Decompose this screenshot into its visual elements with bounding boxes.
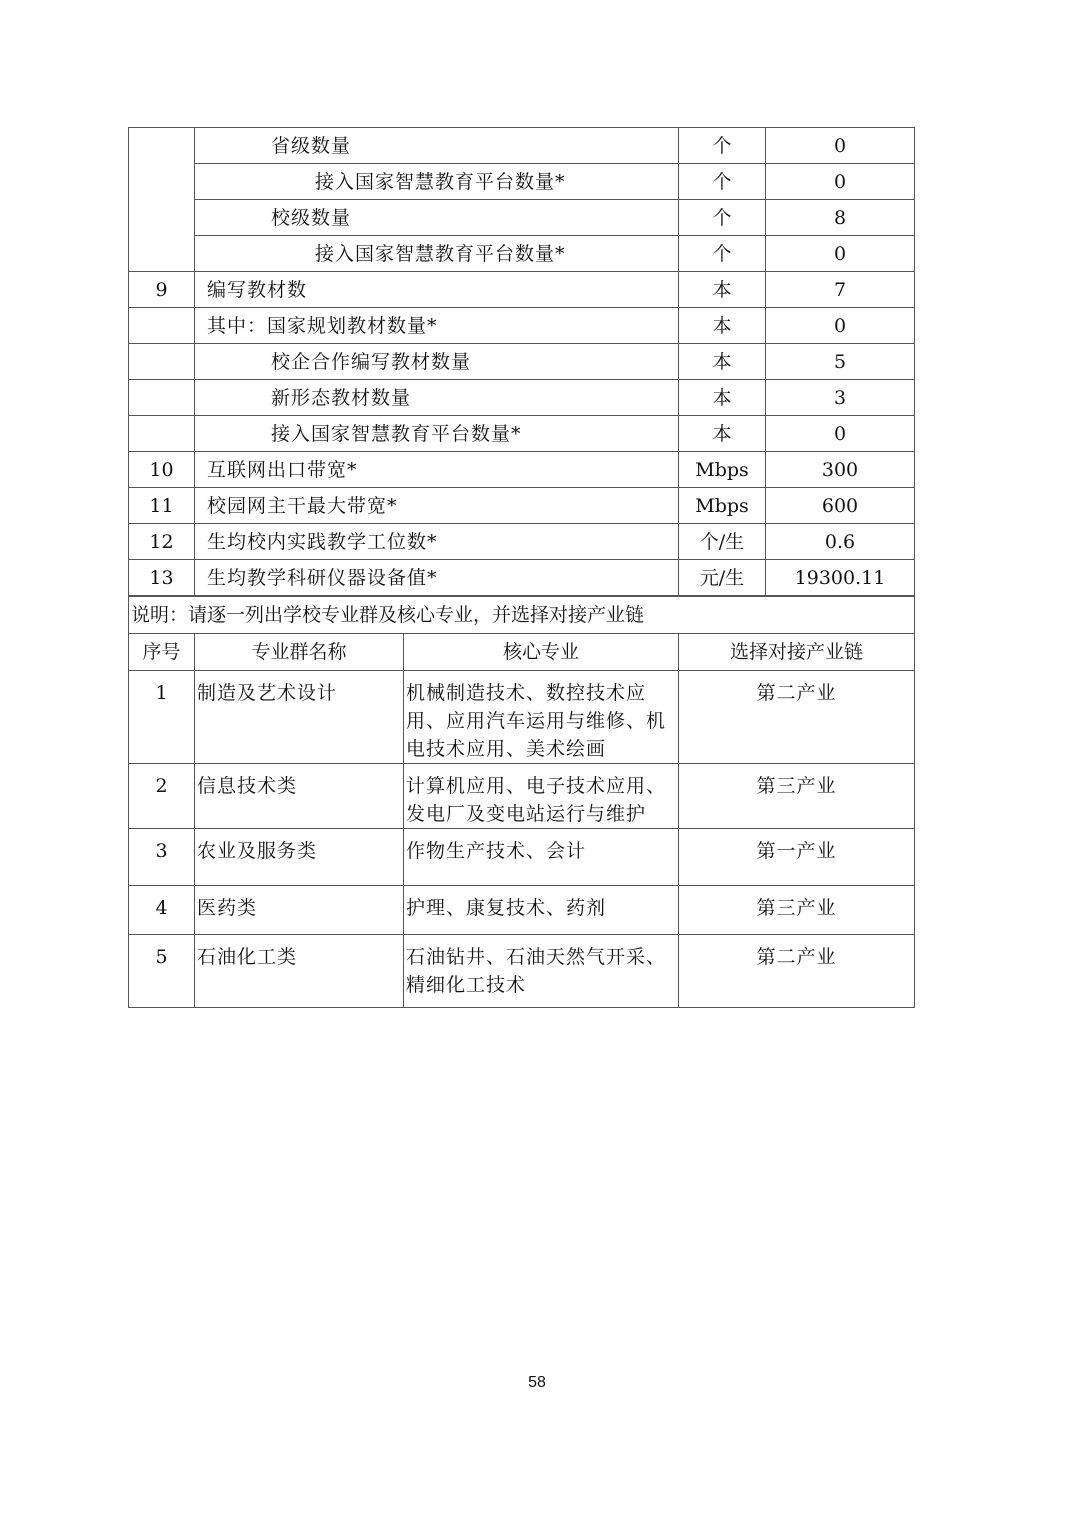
indicator-unit: 本 [679, 272, 766, 308]
table-row [129, 200, 915, 236]
row-number: 12 [129, 524, 195, 560]
row-number [129, 380, 195, 416]
indicator-name: 生均校内实践教学工位数* [195, 524, 679, 560]
table-row [129, 488, 915, 524]
header-no: 序号 [129, 634, 195, 671]
table-row [129, 671, 915, 764]
indicator-value: 19300.11 [766, 560, 915, 596]
indicator-unit: 个/生 [679, 524, 766, 560]
table-row [129, 416, 915, 452]
group-name: 信息技术类 [195, 764, 404, 829]
table-row [129, 829, 915, 886]
table-row [129, 886, 915, 935]
indicator-value: 3 [766, 380, 915, 416]
industry-chain: 第二产业 [679, 935, 915, 1008]
group-number: 5 [129, 935, 195, 1008]
indicator-unit: 个 [679, 164, 766, 200]
table-row [129, 272, 915, 308]
group-number: 3 [129, 829, 195, 886]
indicator-unit: 个 [679, 200, 766, 236]
indicator-value: 0 [766, 164, 915, 200]
table-row [129, 764, 915, 829]
table-row [129, 344, 915, 380]
indicator-value: 5 [766, 344, 915, 380]
indicator-unit: Mbps [679, 452, 766, 488]
row-number: 10 [129, 452, 195, 488]
table-row [129, 164, 915, 200]
row-number [129, 344, 195, 380]
indicator-name: 互联网出口带宽* [195, 452, 679, 488]
indicator-unit: 本 [679, 308, 766, 344]
indicator-value: 0.6 [766, 524, 915, 560]
industry-chain: 第一产业 [679, 829, 915, 886]
indicator-value: 0 [766, 128, 915, 164]
indicator-unit: 本 [679, 380, 766, 416]
specialty-group-table [128, 596, 915, 1008]
indicator-name: 其中：国家规划教材数量* [195, 308, 679, 344]
table-row [129, 524, 915, 560]
table-row [129, 560, 915, 596]
table-row [129, 935, 915, 1008]
table-row [129, 236, 915, 272]
indicator-name: 省级数量 [195, 128, 679, 164]
header-industry-chain: 选择对接产业链 [679, 634, 915, 671]
indicator-unit: 本 [679, 344, 766, 380]
group-number: 2 [129, 764, 195, 829]
header-group-name: 专业群名称 [195, 634, 404, 671]
indicator-value: 300 [766, 452, 915, 488]
indicator-value: 0 [766, 416, 915, 452]
industry-chain: 第三产业 [679, 886, 915, 935]
indicator-name: 校园网主干最大带宽* [195, 488, 679, 524]
group-number: 4 [129, 886, 195, 935]
core-specialty: 计算机应用、电子技术应用、发电厂及变电站运行与维护 [404, 764, 679, 829]
core-specialty: 作物生产技术、会计 [404, 829, 679, 886]
table-row [129, 380, 915, 416]
group-number: 1 [129, 671, 195, 764]
indicator-value: 0 [766, 308, 915, 344]
indicator-name: 生均教学科研仪器设备值* [195, 560, 679, 596]
indicator-name: 编写教材数 [195, 272, 679, 308]
page-number: 58 [528, 1374, 546, 1391]
indicator-value: 600 [766, 488, 915, 524]
indicator-unit: 本 [679, 416, 766, 452]
note-row [129, 597, 915, 634]
indicator-table [128, 127, 915, 596]
group-name: 制造及艺术设计 [195, 671, 404, 764]
header-core-specialty: 核心专业 [404, 634, 679, 671]
group-name: 医药类 [195, 886, 404, 935]
core-specialty: 机械制造技术、数控技术应用、应用汽车运用与维修、机电技术应用、美术绘画 [404, 671, 679, 764]
row-number [129, 416, 195, 452]
row-number [129, 128, 195, 272]
table-note: 说明：请逐一列出学校专业群及核心专业，并选择对接产业链 [129, 597, 915, 634]
indicator-name: 校企合作编写教材数量 [195, 344, 679, 380]
indicator-value: 7 [766, 272, 915, 308]
table-row [129, 308, 915, 344]
industry-chain: 第二产业 [679, 671, 915, 764]
indicator-unit: 元/生 [679, 560, 766, 596]
indicator-unit: 个 [679, 128, 766, 164]
row-number [129, 308, 195, 344]
row-number: 13 [129, 560, 195, 596]
core-specialty: 石油钻井、石油天然气开采、精细化工技术 [404, 935, 679, 1008]
table-row [129, 128, 915, 164]
indicator-value: 0 [766, 236, 915, 272]
indicator-unit: Mbps [679, 488, 766, 524]
core-specialty: 护理、康复技术、药剂 [404, 886, 679, 935]
indicator-name: 接入国家智慧教育平台数量* [195, 416, 679, 452]
table-row [129, 452, 915, 488]
indicator-name: 接入国家智慧教育平台数量* [195, 164, 679, 200]
header-row [129, 634, 915, 671]
row-number: 11 [129, 488, 195, 524]
indicator-value: 8 [766, 200, 915, 236]
group-name: 农业及服务类 [195, 829, 404, 886]
indicator-name: 新形态教材数量 [195, 380, 679, 416]
indicator-unit: 个 [679, 236, 766, 272]
group-name: 石油化工类 [195, 935, 404, 1008]
industry-chain: 第三产业 [679, 764, 915, 829]
indicator-name: 校级数量 [195, 200, 679, 236]
row-number: 9 [129, 272, 195, 308]
indicator-name: 接入国家智慧教育平台数量* [195, 236, 679, 272]
